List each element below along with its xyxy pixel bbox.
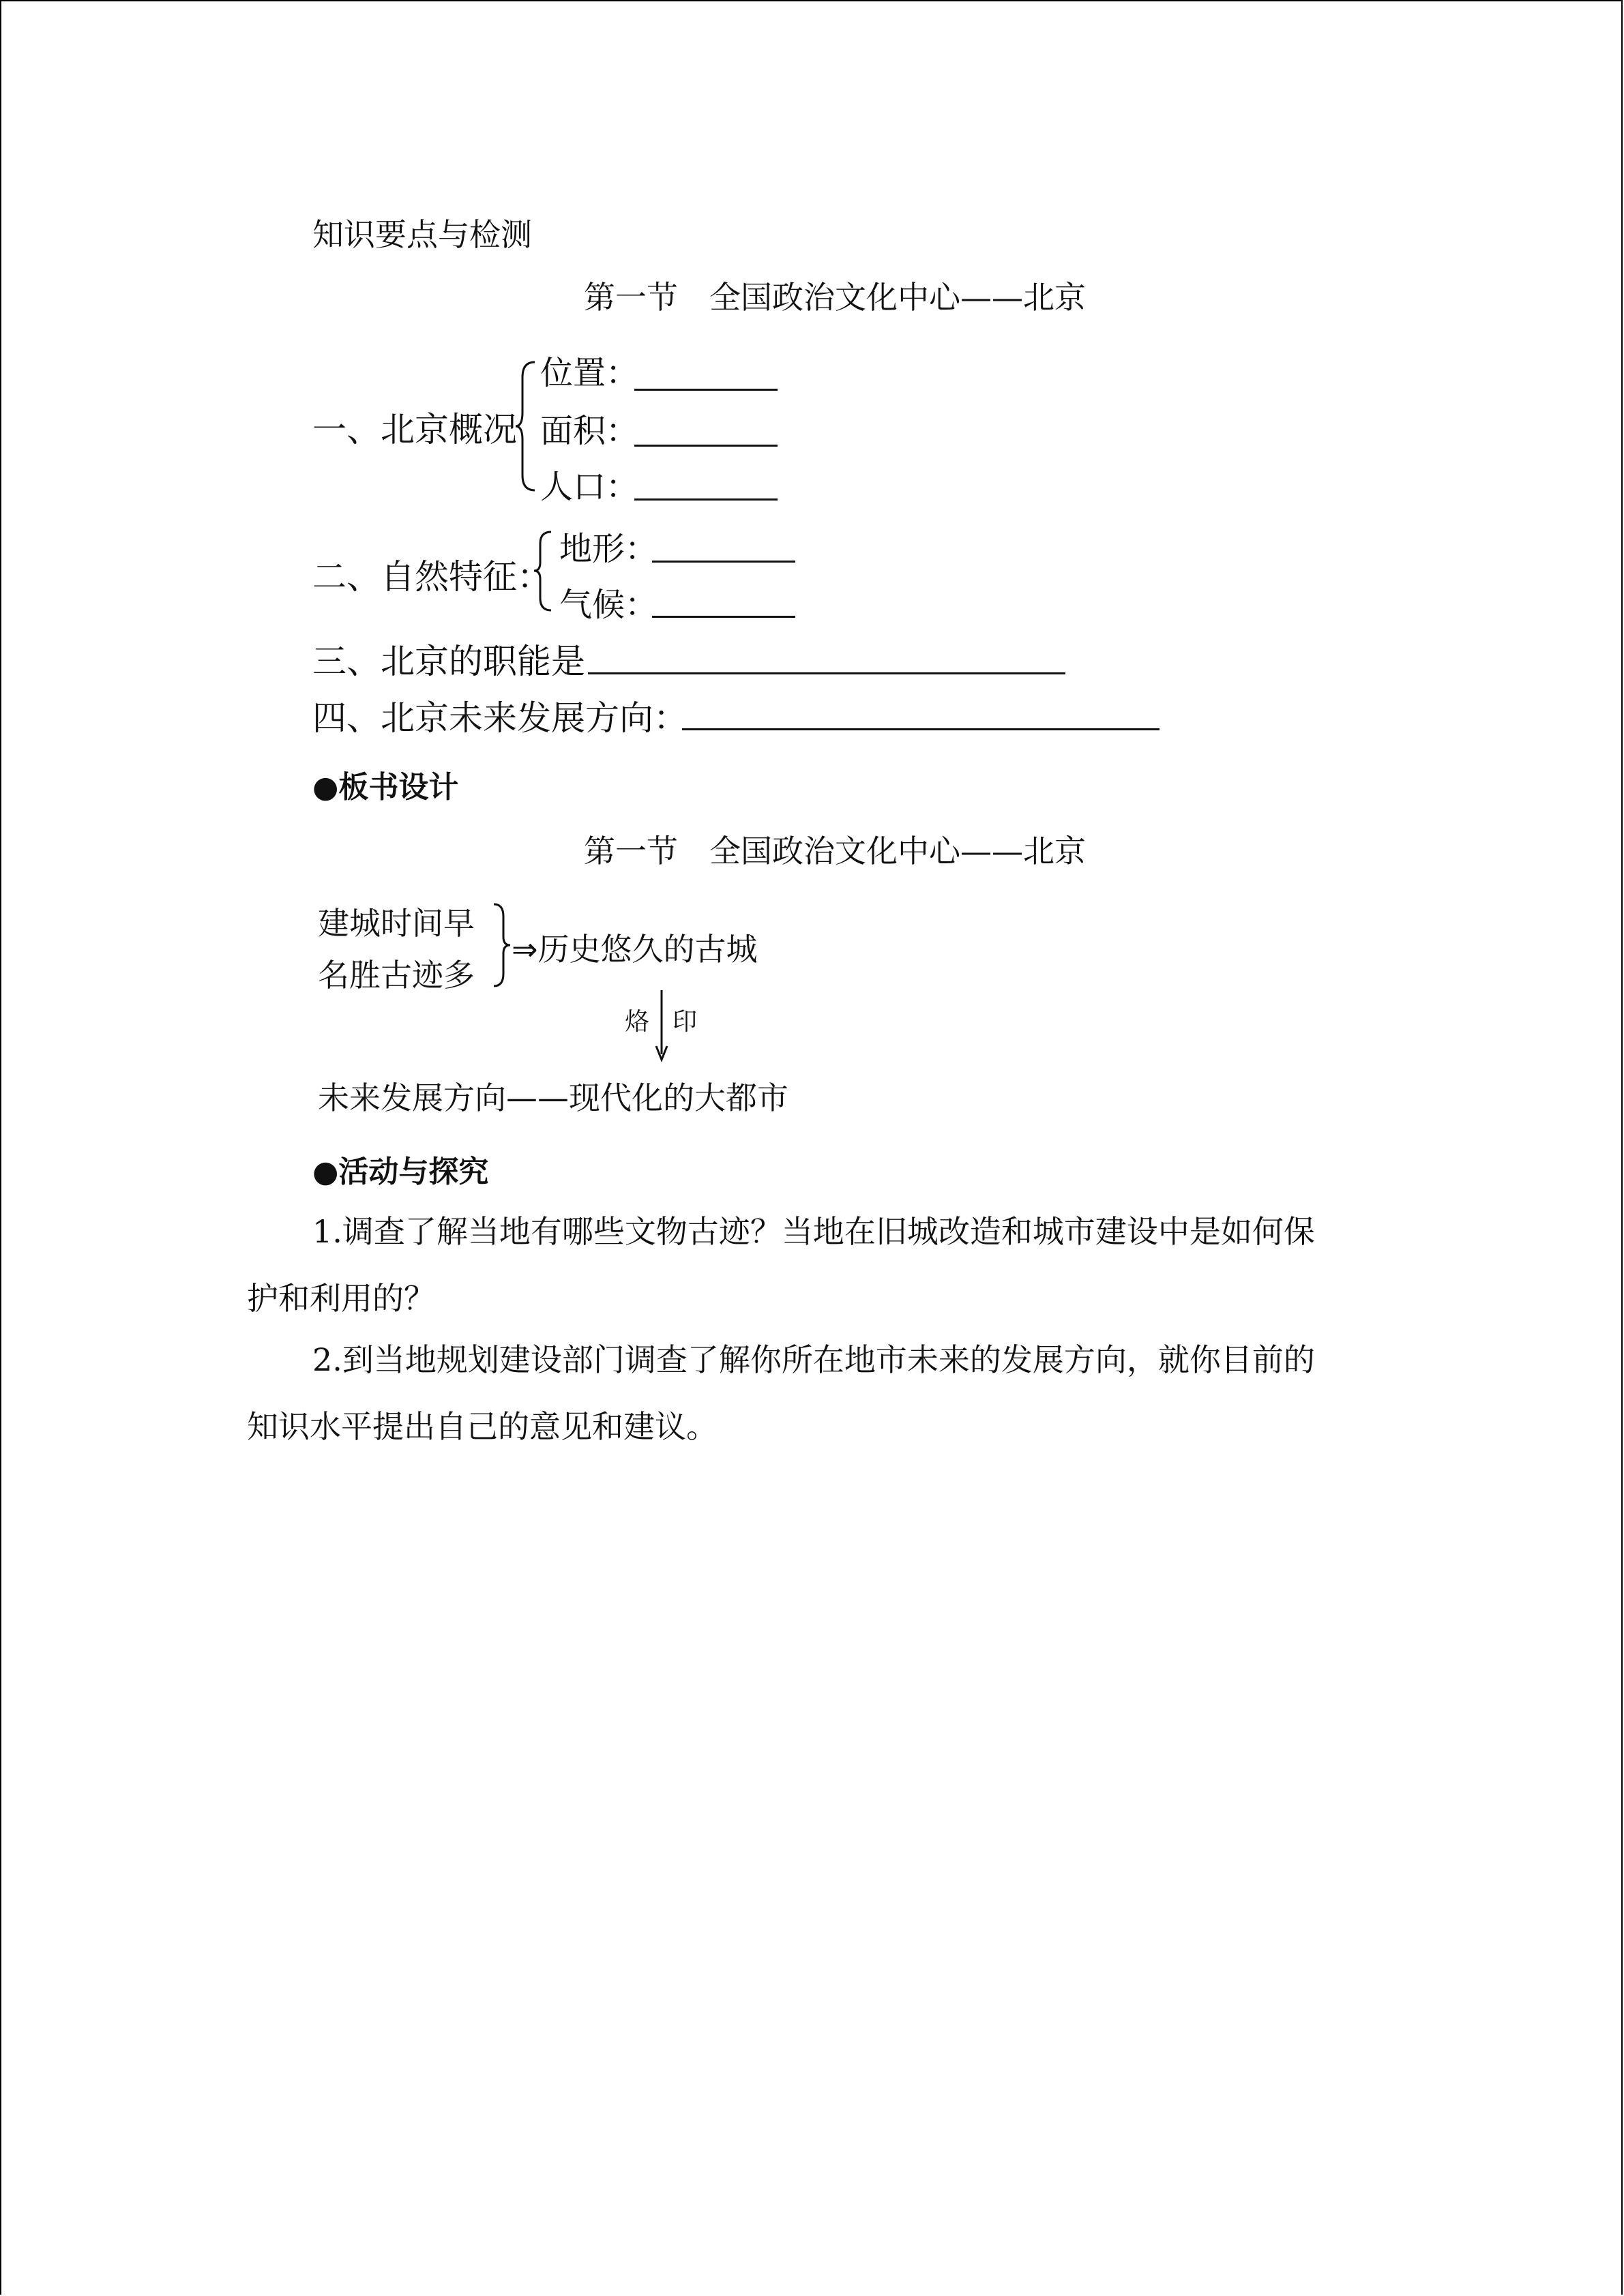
blank-future[interactable] xyxy=(682,728,1160,730)
blank-function[interactable] xyxy=(588,672,1065,674)
outline-item-1-brace xyxy=(513,358,540,494)
board-left-line-2: 名胜古迹多 xyxy=(318,957,475,994)
board-brace xyxy=(490,901,513,989)
outline-sub-terrain: 地形： xyxy=(559,530,658,568)
outline-sub-climate: 气候： xyxy=(559,586,658,624)
activity-q2-line-2: 知识水平提出自己的意见和建议。 xyxy=(247,1408,718,1445)
outline-item-1-label: 一、北京概况 xyxy=(312,410,517,449)
board-bottom-line: 未来发展方向——现代化的大都市 xyxy=(318,1079,788,1116)
outline-item-4-label: 四、北京未来发展方向： xyxy=(312,698,688,738)
arrow-label-right: 印 xyxy=(673,1008,698,1036)
board-result: ⇒历史悠久的古城 xyxy=(512,931,758,968)
activity-q1-line-2: 护和利用的？ xyxy=(247,1280,435,1317)
outline-sub-population: 人口： xyxy=(540,468,639,506)
board-section-title: 第一节 全国政治文化中心——北京 xyxy=(584,833,1086,869)
blank-area[interactable] xyxy=(634,445,778,447)
down-arrow-icon xyxy=(653,989,670,1062)
knowledge-heading: 知识要点与检测 xyxy=(312,216,532,253)
activity-q1-line-1: 1.调查了解当地有哪些文物古迹？当地在旧城改造和城市建设中是如何保 xyxy=(312,1213,1315,1250)
outline-item-2-brace xyxy=(532,528,555,614)
blank-terrain[interactable] xyxy=(652,561,795,563)
activity-q2-line-1: 2.到当地规划建设部门调查了解你所在地市未来的发展方向，就你目前的 xyxy=(312,1341,1315,1378)
outline-sub-area: 面积： xyxy=(540,412,639,450)
board-left-line-1: 建城时间早 xyxy=(318,905,475,942)
outline-item-2-label: 二、自然特征： xyxy=(312,557,551,597)
blank-location[interactable] xyxy=(634,389,778,391)
outline-sub-location: 位置： xyxy=(540,354,639,392)
blank-climate[interactable] xyxy=(652,616,795,618)
board-heading: ●板书设计 xyxy=(312,770,459,805)
activity-heading: ●活动与探究 xyxy=(312,1154,489,1189)
arrow-label-left: 烙 xyxy=(625,1008,650,1036)
outline-item-3-label: 三、北京的职能是 xyxy=(312,642,585,681)
section-title: 第一节 全国政治文化中心——北京 xyxy=(584,279,1086,316)
blank-population[interactable] xyxy=(634,498,778,501)
